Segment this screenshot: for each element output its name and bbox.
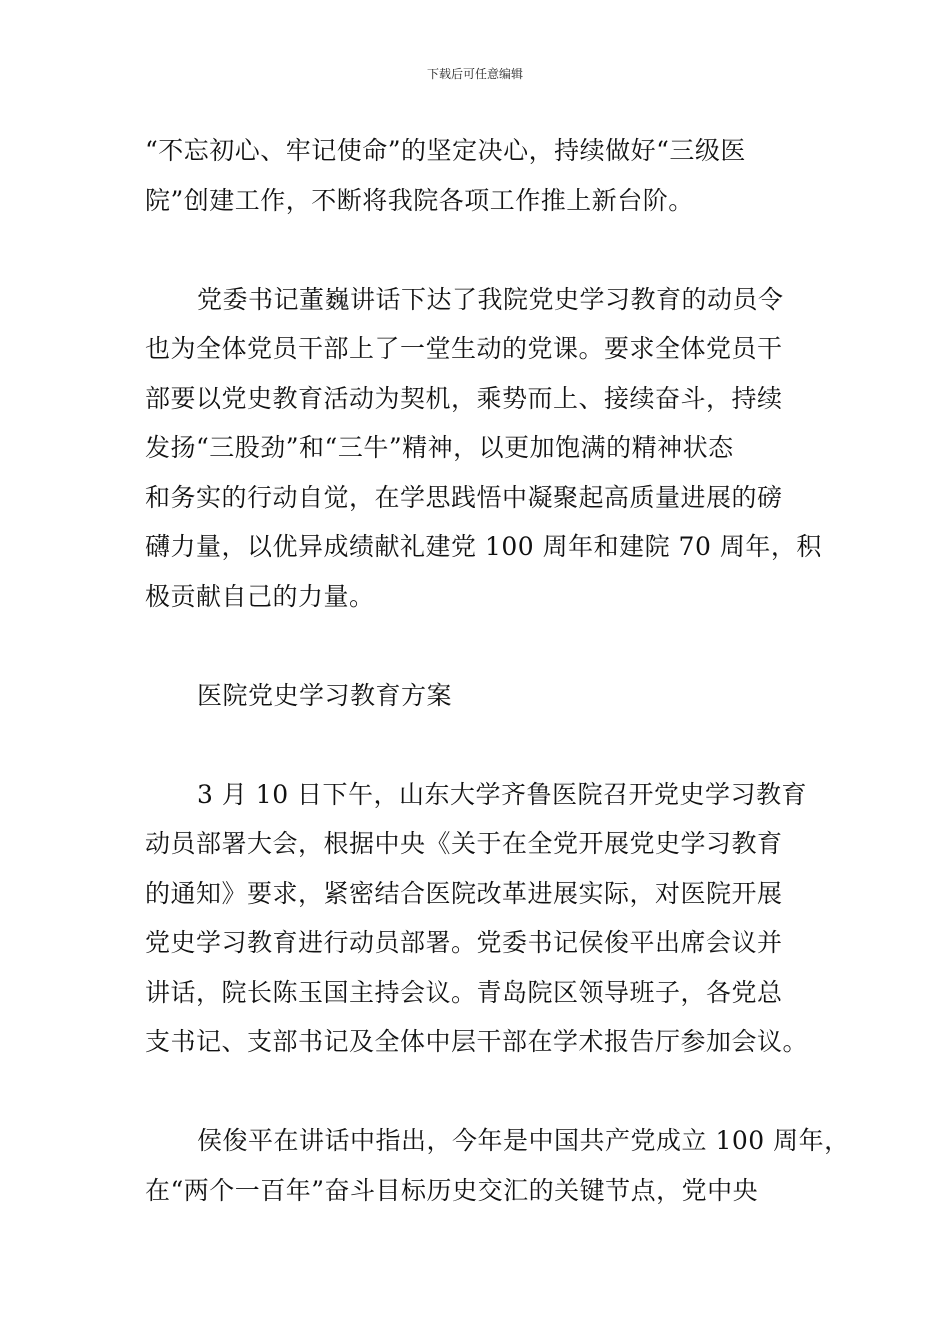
text-line: 极贡献自己的力量。 — [145, 581, 375, 611]
document-body — [145, 126, 850, 1215]
text-line: 的通知》要求，紧密结合医院改革进展实际，对医院开展 — [145, 878, 783, 908]
text-line: 礴力量，以优异成绩献礼建党 100 周年和建院 70 周年，积 — [145, 532, 822, 561]
text-line: 发扬“三股劲”和“三牛”精神，以更加饱满的精神状态 — [145, 433, 734, 462]
text-line: “不忘初心、牢记使命”的坚定决心，持续做好“三级医 — [145, 136, 746, 165]
text-line: 和务实的行动自觉，在学思践悟中凝聚起高质量进展的磅 — [145, 482, 783, 512]
paragraph-spacing — [145, 1067, 825, 1117]
page-header: 下载后可任意编辑 — [426, 67, 523, 81]
text-line: 动员部署大会，根据中央《关于在全党开展党史学习教育 — [145, 829, 783, 858]
text-line: 在“两个一百年”奋斗目标历史交汇的关键节点，党中央 — [145, 1175, 759, 1205]
heading-line: 医院党史学习教育方案 — [197, 680, 453, 710]
text-line: 3 月 10 日下午，山东大学齐鲁医院召开党史学习教育 — [197, 779, 808, 809]
text-line: 侯俊平在讲话中指出，今年是中国共产党成立 100 周年， — [197, 1126, 850, 1155]
text-line: 也为全体党员干部上了一堂生动的党课。要求全体党员干 — [145, 334, 783, 363]
paragraph-3 — [145, 770, 825, 1067]
paragraph-1 — [145, 126, 825, 225]
text-line: 部要以党史教育活动为契机，乘势而上、接续奋斗，持续 — [145, 383, 783, 413]
text-line: 讲话，院长陈玉国主持会议。青岛院区领导班子，各党总 — [145, 977, 783, 1007]
section-heading — [145, 671, 825, 721]
text-line: 党史学习教育进行动员部署。党委书记侯俊平出席会议并 — [145, 928, 783, 957]
paragraph-4 — [145, 1116, 850, 1215]
paragraph-2 — [145, 275, 825, 622]
paragraph-spacing — [145, 225, 825, 275]
paragraph-spacing — [145, 720, 825, 770]
paragraph-spacing — [145, 621, 825, 671]
text-line: 党委书记董巍讲话下达了我院党史学习教育的动员令 — [197, 284, 784, 314]
text-line: 院”创建工作，不断将我院各项工作推上新台阶。 — [145, 185, 694, 215]
text-line: 支书记、支部书记及全体中层干部在学术报告厅参加会议。 — [145, 1027, 809, 1056]
